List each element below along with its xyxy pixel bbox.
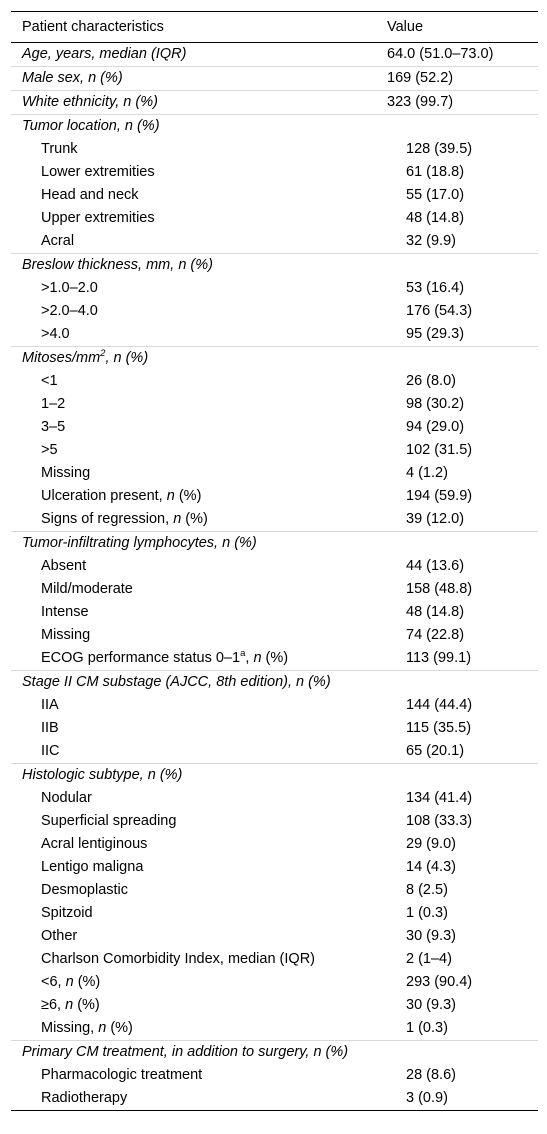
row-value: 4 (1.2) (406, 465, 448, 481)
label-text: Upper extremities (41, 210, 155, 226)
row-label (11, 370, 406, 393)
label-post: (%) (261, 650, 289, 666)
row-label (11, 207, 406, 230)
label-pre: Signs of regression, (41, 511, 174, 527)
row-label (11, 462, 406, 485)
row-label (11, 532, 387, 555)
table-row (11, 902, 538, 925)
label-text: Primary CM treatment, in addition to surgery, n (%) (22, 1044, 349, 1060)
table-row (11, 787, 538, 810)
label-mid: , (245, 650, 254, 666)
label-text: >1.0–2.0 (41, 280, 98, 296)
label-text: Lentigo maligna (41, 859, 144, 875)
table-row (11, 1087, 538, 1110)
row-value: 323 (99.7) (387, 94, 454, 110)
label-text: Charlson Comorbidity Index, median (IQR) (41, 951, 315, 967)
label-post: , n (%) (105, 350, 149, 366)
label-text: <1 (41, 373, 58, 389)
table-row (11, 323, 538, 346)
category-row (11, 253, 538, 277)
label-post: (%) (73, 997, 100, 1013)
label-text: Desmoplastic (41, 882, 129, 898)
label-text: Superficial spreading (41, 813, 177, 829)
row-label (11, 1064, 406, 1087)
row-label (11, 971, 406, 994)
row-value: 3 (0.9) (406, 1090, 448, 1106)
row-value: 53 (16.4) (406, 280, 465, 296)
row-label (11, 694, 406, 717)
row-label (11, 184, 406, 207)
table-row (11, 161, 538, 184)
table-row (11, 1064, 538, 1087)
label-text: 1–2 (41, 396, 66, 412)
label-text: >2.0–4.0 (41, 303, 98, 319)
label-text: Absent (41, 558, 87, 574)
label-post: (%) (73, 974, 101, 990)
label-pre: ECOG performance status 0–1 (41, 650, 241, 666)
row-label (11, 254, 387, 277)
label-text: Radiotherapy (41, 1090, 128, 1106)
row-value: 65 (20.1) (406, 743, 465, 759)
row-value: 39 (12.0) (406, 511, 465, 527)
label-text: Head and neck (41, 187, 139, 203)
row-value: 102 (31.5) (406, 442, 473, 458)
table-row (11, 555, 538, 578)
row-value: 74 (22.8) (406, 627, 465, 643)
row-value: 108 (33.3) (406, 813, 473, 829)
label-post: (%) (174, 488, 202, 504)
row-label (11, 555, 406, 578)
label-text: Stage II CM substage (AJCC, 8th edition), n (%) (22, 674, 331, 690)
label-text: Tumor location, n (%) (22, 118, 160, 134)
row-label (11, 91, 387, 114)
label-text: Nodular (41, 790, 92, 806)
label-pre: ≥6, (41, 997, 66, 1013)
label-it: n (173, 511, 182, 527)
label-text: Missing (41, 465, 91, 481)
table-row (11, 717, 538, 740)
category-row (11, 66, 538, 90)
label-text: >5 (41, 442, 58, 458)
table-row (11, 277, 538, 300)
label-text: Mild/moderate (41, 581, 133, 597)
label-sup: 2 (100, 348, 106, 360)
label-it: n (253, 650, 262, 666)
label-it: n (65, 997, 74, 1013)
label-sup: a (240, 648, 246, 660)
table-row (11, 856, 538, 879)
row-value: 1 (0.3) (406, 905, 448, 921)
row-label (11, 879, 406, 902)
table-row (11, 879, 538, 902)
label-it: n (65, 974, 74, 990)
category-row (11, 346, 538, 370)
row-label (11, 67, 387, 90)
table-row (11, 300, 538, 323)
table-row (11, 925, 538, 948)
row-value: 26 (8.0) (406, 373, 456, 389)
row-label (11, 1017, 406, 1040)
label-pre: Mitoses/mm (22, 350, 101, 366)
row-label (11, 740, 406, 763)
category-row (11, 43, 538, 66)
table-row (11, 601, 538, 624)
label-text: Pharmacologic treatment (41, 1067, 203, 1083)
row-value: 29 (9.0) (406, 836, 456, 852)
table-row (11, 207, 538, 230)
table-row (11, 948, 538, 971)
row-value: 1 (0.3) (406, 1020, 448, 1036)
row-label (11, 230, 406, 253)
row-label (11, 856, 406, 879)
row-value: 44 (13.6) (406, 558, 465, 574)
category-row (11, 670, 538, 694)
row-label (11, 138, 406, 161)
label-pre: <6, (41, 974, 66, 990)
table-row (11, 508, 538, 531)
label-text: Male sex, n (%) (22, 70, 123, 86)
label-text: Intense (41, 604, 89, 620)
row-value: 98 (30.2) (406, 396, 465, 412)
row-label (11, 810, 406, 833)
row-value: 30 (9.3) (406, 997, 456, 1013)
row-value: 169 (52.2) (387, 70, 454, 86)
row-value: 61 (18.8) (406, 164, 465, 180)
row-value: 134 (41.4) (406, 790, 473, 806)
row-label (11, 485, 406, 508)
label-text: Acral (41, 233, 75, 249)
table-row (11, 624, 538, 647)
row-value: 158 (48.8) (406, 581, 473, 597)
row-value: 95 (29.3) (406, 326, 465, 342)
row-label (11, 601, 406, 624)
label-text: IIB (41, 720, 59, 736)
row-value: 32 (9.9) (406, 233, 456, 249)
row-label (11, 1087, 406, 1110)
label-it: n (98, 1020, 107, 1036)
row-value: 194 (59.9) (406, 488, 473, 504)
row-label (11, 323, 406, 346)
table-row (11, 485, 538, 508)
row-label (11, 833, 406, 856)
category-row (11, 90, 538, 114)
row-label (11, 416, 406, 439)
row-value: 144 (44.4) (406, 697, 473, 713)
table-row (11, 439, 538, 462)
label-text: Acral lentiginous (41, 836, 148, 852)
row-label (11, 393, 406, 416)
category-row (11, 531, 538, 555)
row-label (11, 925, 406, 948)
row-value: 2 (1–4) (406, 951, 452, 967)
row-label (11, 161, 406, 184)
label-text: White ethnicity, n (%) (22, 94, 158, 110)
label-pre: Ulceration present, (41, 488, 167, 504)
table-bottom-rule (11, 1110, 538, 1111)
row-label (11, 1041, 387, 1064)
table-row (11, 994, 538, 1017)
table-header-row (11, 12, 538, 42)
table-row (11, 578, 538, 601)
row-label (11, 624, 406, 647)
table-row (11, 462, 538, 485)
row-value: 94 (29.0) (406, 419, 465, 435)
label-text: Spitzoid (41, 905, 93, 921)
patient-characteristics-table (11, 11, 538, 1111)
label-text: Missing (41, 627, 91, 643)
table-body (11, 43, 538, 1110)
label-text: IIA (41, 697, 59, 713)
label-text: Lower extremities (41, 164, 155, 180)
label-post: (%) (181, 511, 208, 527)
row-label (11, 902, 406, 925)
row-value: 176 (54.3) (406, 303, 473, 319)
table-row (11, 1017, 538, 1040)
table-row (11, 416, 538, 439)
row-value: 128 (39.5) (406, 141, 473, 157)
table-row (11, 810, 538, 833)
header-characteristic: Patient characteristics (22, 19, 164, 35)
row-value: 48 (14.8) (406, 210, 465, 226)
row-label (11, 717, 406, 740)
row-label (11, 347, 387, 370)
label-text: Age, years, median (IQR) (22, 46, 187, 62)
table-row (11, 393, 538, 416)
row-label (11, 277, 406, 300)
category-row (11, 1040, 538, 1064)
label-text: 3–5 (41, 419, 66, 435)
row-value: 55 (17.0) (406, 187, 465, 203)
row-label (11, 764, 387, 787)
row-value: 293 (90.4) (406, 974, 473, 990)
table-row (11, 184, 538, 207)
row-label (11, 994, 406, 1017)
table-row (11, 694, 538, 717)
row-value: 8 (2.5) (406, 882, 448, 898)
label-it: n (166, 488, 175, 504)
category-row (11, 763, 538, 787)
label-text: Histologic subtype, n (%) (22, 767, 183, 783)
table-row (11, 138, 538, 161)
label-text: Other (41, 928, 78, 944)
row-label (11, 647, 406, 670)
label-text: IIC (41, 743, 60, 759)
row-value: 115 (35.5) (406, 720, 472, 736)
category-row (11, 114, 538, 138)
row-label (11, 508, 406, 531)
row-label (11, 115, 387, 138)
row-value: 30 (9.3) (406, 928, 456, 944)
row-value: 14 (4.3) (406, 859, 456, 875)
label-text: Trunk (41, 141, 78, 157)
row-label (11, 578, 406, 601)
label-pre: Missing, (41, 1020, 99, 1036)
row-label (11, 43, 387, 66)
table-row (11, 971, 538, 994)
table-row (11, 647, 538, 670)
row-label (11, 300, 406, 323)
row-value: 64.0 (51.0–73.0) (387, 46, 494, 62)
table-row (11, 370, 538, 393)
label-text: >4.0 (41, 326, 70, 342)
label-text: Tumor-infiltrating lymphocytes, n (%) (22, 535, 257, 551)
row-label (11, 948, 406, 971)
table-row (11, 740, 538, 763)
row-value: 28 (8.6) (406, 1067, 456, 1083)
table-row (11, 833, 538, 856)
label-post: (%) (106, 1020, 133, 1036)
table-row (11, 230, 538, 253)
header-value: Value (387, 19, 424, 35)
row-label (11, 439, 406, 462)
row-label (11, 787, 406, 810)
row-value: 113 (99.1) (406, 650, 472, 666)
label-text: Breslow thickness, mm, n (%) (22, 257, 213, 273)
row-label (11, 671, 387, 694)
row-value: 48 (14.8) (406, 604, 465, 620)
